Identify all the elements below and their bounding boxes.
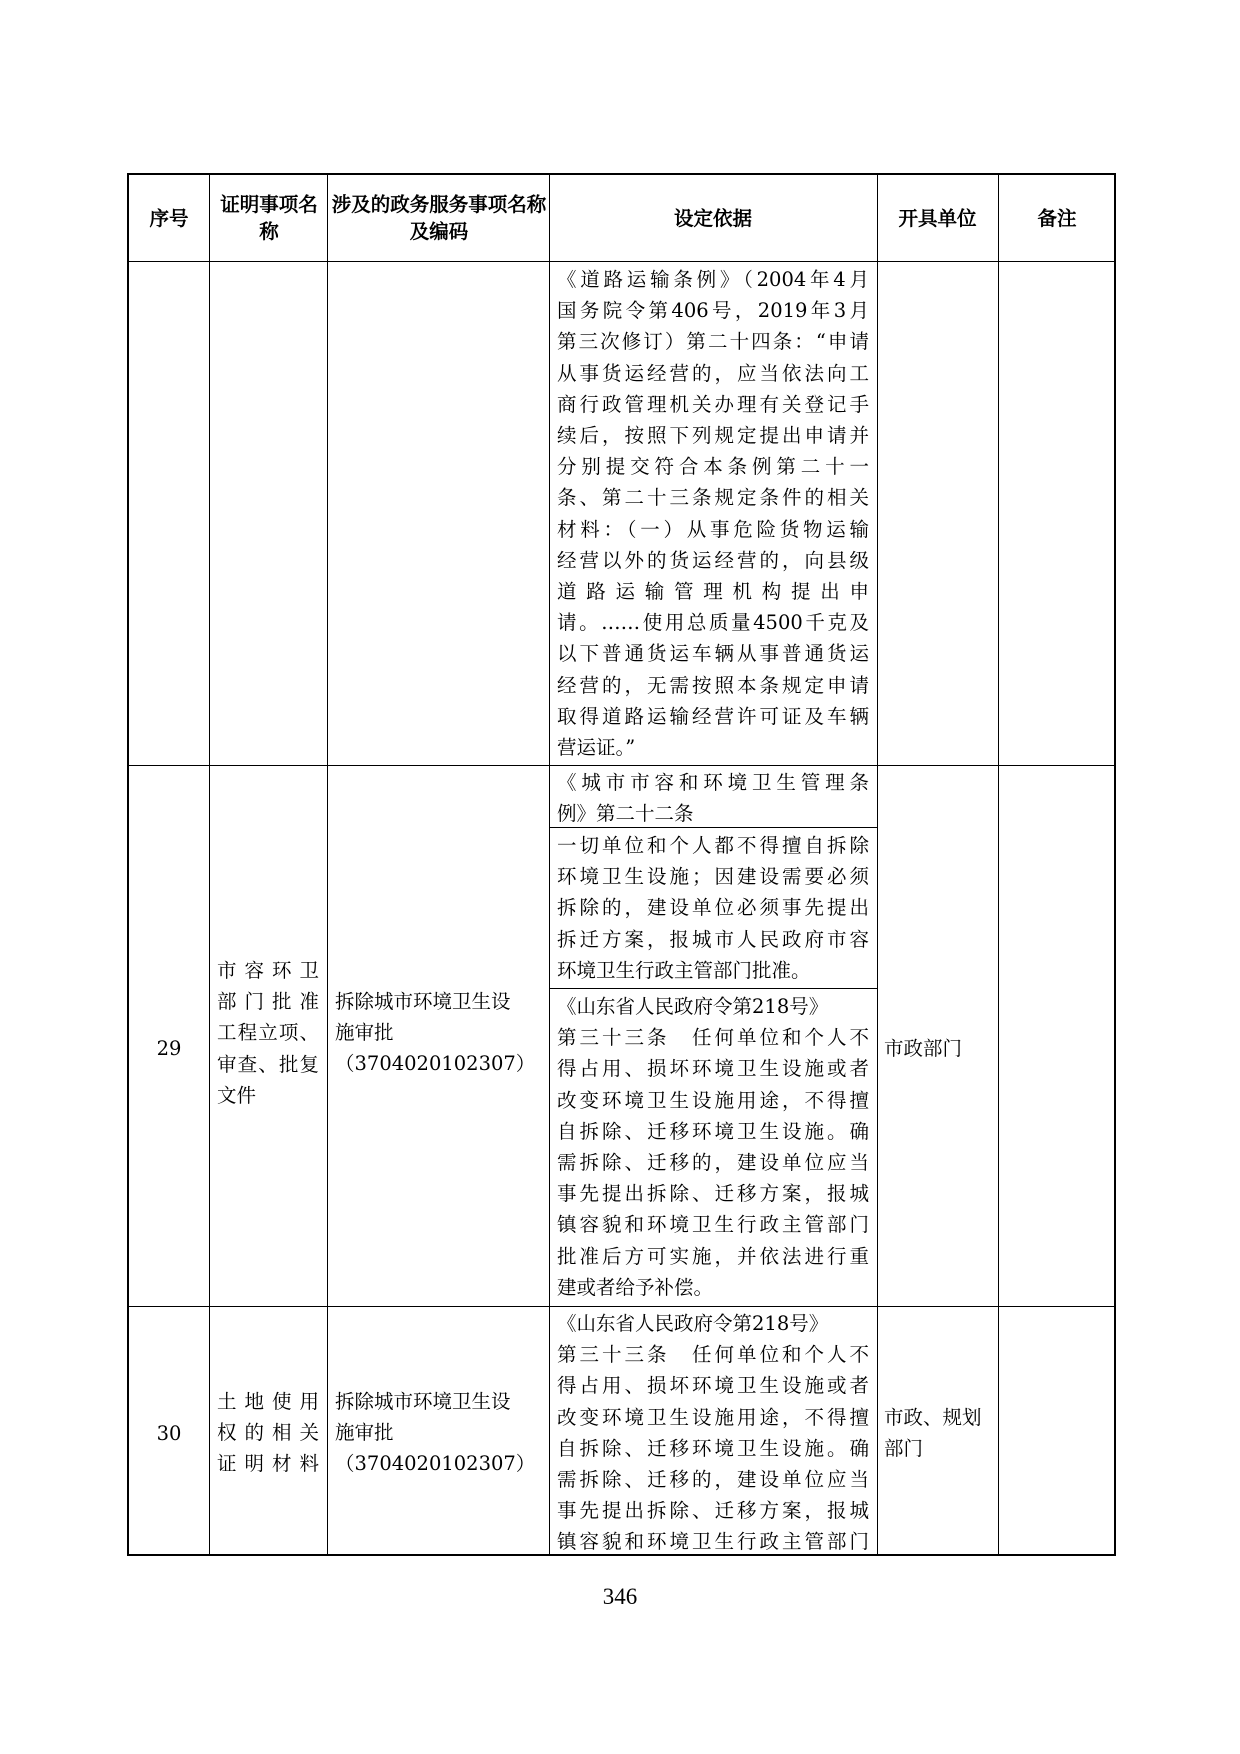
service-line: 拆除城市环境卫生设: [335, 990, 511, 1013]
header-basis: 设定依据: [673, 206, 752, 230]
service-line: 施审批: [335, 1421, 394, 1445]
basis-line: 例》第二十二条: [557, 802, 694, 826]
basis-line: 镇容貌和环境卫生行政主管部门: [557, 1530, 869, 1554]
basis-line: 第三十三条 任何单位和个人不: [557, 1026, 869, 1050]
basis-line: 国务院令第406号，2019年3月: [557, 299, 869, 323]
basis-line: 《道路运输条例》（2004年4月: [557, 268, 869, 291]
basis-line: 批准后方可实施，并依法进行重: [557, 1244, 869, 1268]
basis-line: 商行政管理机关办理有关登记手: [557, 392, 869, 416]
basis-line: 道路运输管理机构提出申: [557, 580, 869, 604]
row30-item-cell: [217, 1386, 319, 1480]
basis-line: 营运证。”: [557, 736, 636, 760]
basis-line: 改变环境卫生设施用途，不得擅: [557, 1405, 869, 1429]
basis-line: 拆除的，建设单位必须事先提出: [557, 896, 869, 920]
basis-line: 分别提交符合本条例第二十一: [557, 455, 869, 479]
col-divider: [877, 175, 878, 1554]
row30-service-cell: [335, 1386, 541, 1480]
basis-line: 自拆除、迁移环境卫生设施。确: [557, 1119, 869, 1143]
basis-line: 第三十三条 任何单位和个人不: [557, 1343, 869, 1367]
basis-line: 取得道路运输经营许可证及车辆: [557, 704, 869, 728]
basis-line: 得占用、损坏环境卫生设施或者: [557, 1057, 869, 1081]
row30-seq: 30: [156, 1422, 182, 1445]
item-line: 工程立项、: [217, 1021, 319, 1045]
item-line: 部门批准: [217, 990, 319, 1014]
header-item: 证明事项名称: [220, 193, 318, 243]
basis-line: 《山东省人民政府令第218号》: [557, 995, 829, 1018]
service-line: 施审批: [335, 1021, 394, 1045]
basis-line: 改变环境卫生设施用途，不得擅: [557, 1088, 869, 1112]
basis-line: 得占用、损坏环境卫生设施或者: [557, 1374, 869, 1398]
basis-line: 建或者给予补偿。: [557, 1275, 714, 1299]
header-note: 备注: [1037, 206, 1077, 230]
item-line: 审查、批复: [217, 1052, 319, 1076]
basis-line: 事先提出拆除、迁移方案，报城: [557, 1182, 869, 1206]
basis-subdivider: [549, 988, 877, 989]
basis-line: 请。……使用总质量4500千克及: [557, 611, 869, 635]
service-code: （3704020102307）: [335, 1452, 536, 1476]
basis-line: 自拆除、迁移环境卫生设施。确: [557, 1436, 869, 1460]
basis-line: 从事货运经营的，应当依法向工: [557, 361, 869, 385]
service-line: 拆除城市环境卫生设: [335, 1390, 511, 1413]
item-line: 土地使用: [217, 1390, 319, 1413]
basis-line: 《城市市容和环境卫生管理条: [557, 771, 869, 794]
row29-basis-c: [557, 991, 869, 1303]
basis-line: 续后，按照下列规定提出申请并: [557, 424, 869, 448]
row30-issuer-cell: [884, 1402, 992, 1464]
item-line: 证明材料: [217, 1452, 319, 1476]
service-code: （3704020102307）: [335, 1052, 536, 1076]
row29-item-cell: [217, 955, 319, 1111]
basis-line: 经营以外的货运经营的，向县级: [557, 548, 869, 572]
basis-line: 一切单位和个人都不得擅自拆除: [557, 834, 869, 857]
continued-basis-cell: [557, 264, 869, 763]
basis-line: 《山东省人民政府令第218号》: [557, 1312, 829, 1335]
row-divider: [129, 1306, 1114, 1307]
basis-line: 环境卫生行政主管部门批准。: [557, 958, 811, 982]
item-line: 权的相关: [217, 1421, 319, 1445]
col-divider: [549, 175, 550, 1554]
row-divider: [129, 261, 1114, 262]
row30-basis-cell: [557, 1308, 869, 1558]
basis-line: 需拆除、迁移的，建设单位应当: [557, 1468, 869, 1492]
row29-basis-a: [557, 767, 869, 829]
basis-line: 条、第二十三条规定条件的相关: [557, 486, 869, 510]
row29-issuer: 市政部门: [884, 1037, 963, 1060]
item-line: 文件: [217, 1083, 257, 1107]
regulation-table: [127, 173, 1116, 1556]
basis-line: 镇容貌和环境卫生行政主管部门: [557, 1213, 869, 1237]
row-divider: [129, 765, 1114, 766]
item-line: 市容环卫: [217, 959, 319, 982]
row29-basis-b: [557, 830, 869, 986]
col-divider: [327, 175, 328, 1554]
basis-line: 第三次修订）第二十四条：“申请: [557, 330, 869, 354]
basis-line: 环境卫生设施；因建设需要必须: [557, 865, 869, 889]
header-issuer: 开具单位: [898, 206, 977, 230]
basis-line: 事先提出拆除、迁移方案，报城: [557, 1499, 869, 1523]
basis-line: 拆迁方案，报城市人民政府市容: [557, 927, 869, 951]
col-divider: [998, 175, 999, 1554]
row29-seq: 29: [156, 1037, 182, 1060]
basis-line: 需拆除、迁移的，建设单位应当: [557, 1151, 869, 1175]
col-divider: [209, 175, 210, 1554]
header-seq: 序号: [149, 206, 189, 230]
basis-line: 材料：（一）从事危险货物运输: [557, 517, 869, 541]
row29-service-cell: [335, 986, 541, 1080]
basis-line: 经营的，无需按照本条规定申请: [557, 673, 869, 697]
issuer-line: 市政、规划: [884, 1406, 982, 1429]
issuer-line: 部门: [884, 1437, 924, 1461]
basis-line: 以下普通货运车辆从事普通货运: [557, 642, 869, 666]
header-service: 涉及的政务服务事项名称及编码: [331, 193, 547, 243]
page-number: 346: [602, 1584, 638, 1609]
